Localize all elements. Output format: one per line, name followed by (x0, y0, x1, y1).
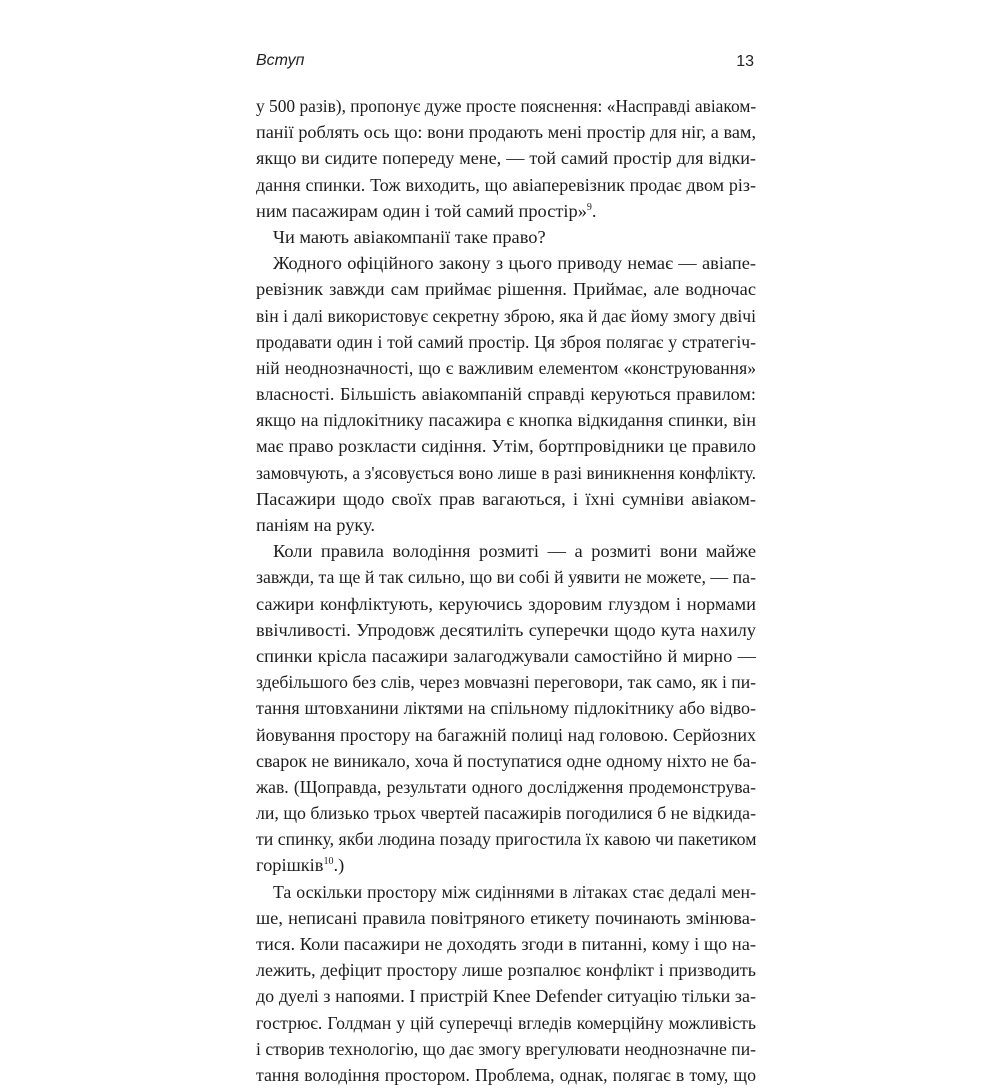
text-line (256, 512, 756, 538)
text-line (256, 486, 756, 512)
line-text: сажири конфліктують, керуючись здоровим глуздом і нормами (256, 593, 756, 614)
text-line (256, 407, 756, 433)
text-line (256, 852, 756, 878)
text-line (256, 1062, 756, 1088)
line-text: сварок не виникало, хоча й поступатися одне одному ніхто не ба- (256, 750, 757, 771)
text-line (256, 119, 756, 145)
text-line (256, 774, 756, 800)
line-text: замовчують, а з'ясовується воно лише в разі виникнення конфлікту. (256, 462, 756, 483)
text-line (256, 905, 756, 931)
line-text: у 500 разів), пропонує дуже просте пояснення: «Насправді авіаком- (256, 96, 757, 116)
text-line (256, 355, 756, 381)
line-text: тання володіння простором. Проблема, однак, полягає в тому, що (256, 1064, 756, 1085)
line-text: він і далі використовує секретну зброю, яка й дає йому змогу двічі (256, 305, 756, 326)
text-line (256, 1010, 756, 1036)
line-text: завжди, та ще й так сильно, що ви собі й уявити не можете, — па- (256, 567, 756, 588)
text-line (256, 303, 756, 329)
line-text: лежить, дефіцит простору лише розпалює конфлікт і призводить (256, 960, 756, 981)
text-line (256, 329, 756, 355)
text-line (256, 276, 756, 302)
text-line (256, 695, 756, 721)
line-text: ти спинку, якби людина позаду пригостила їх кавою чи пакетиком (256, 829, 757, 850)
line-text: жав. (Щоправда, результати одного дослідження продемонструва- (256, 776, 756, 797)
running-head: Вступ (256, 52, 305, 69)
line-text: ній неоднозначності, що є важливим елементом «конструювання» (256, 357, 756, 378)
line-text: якщо ви сидите попереду мене, — той самий простір для відки- (256, 148, 756, 169)
text-line (256, 198, 756, 224)
text-line (256, 748, 756, 774)
line-text: має право розкласти сидіння. Утім, бортпровідники це правило (256, 436, 756, 457)
text-line (256, 538, 756, 564)
line-text: тання штовханини ліктями на спільному підлокітнику або відво- (256, 698, 756, 719)
text-line (256, 957, 756, 983)
line-text: Коли правила володіння розмиті — а розмиті вони майже (273, 541, 756, 562)
line-text: панії роблять ось що: вони продають мені простір для ніг, а вам, (256, 122, 756, 143)
line-text: ли, що близько трьох чвертей пасажирів погодилися б не відкида- (256, 803, 756, 824)
line-text: здебільшого без слів, через мовчазні переговори, так само, як і пи- (256, 672, 756, 693)
line-text: спинки крісла пасажири залагоджували самостійно й мирно — (256, 645, 756, 666)
line-text: ним пасажирам один і той самий простір» (256, 200, 587, 221)
line-text: гострює. Голдман у цій суперечці вгледів комерційну можливість (256, 1012, 756, 1033)
line-text: Та оскільки простору між сидіннями в літаках стає дедалі мен- (273, 881, 756, 902)
page-number: 13 (736, 53, 754, 70)
line-tail: . (591, 200, 597, 221)
text-line (256, 250, 756, 276)
line-text: Чи мають авіакомпанії таке право? (273, 226, 546, 247)
text-line (256, 617, 756, 643)
text-line (256, 433, 756, 459)
line-text: тися. Коли пасажири не доходять згоди в питанні, кому і що на- (256, 934, 756, 954)
line-text: паніям на руку. (256, 515, 376, 535)
text-line (256, 826, 756, 852)
line-text: власності. Більшість авіакомпаній справді керуються правилом: (256, 384, 756, 405)
line-text: Пасажири щодо своїх прав вагаються, і їхні сумніви авіаком- (256, 488, 756, 509)
line-text: якщо на підлокітнику пасажира є кнопка відкидання спинки, він (256, 410, 756, 431)
text-line (256, 643, 756, 669)
text-line (256, 145, 756, 171)
line-text: ревізник завжди сам приймає рішення. Приймає, але водночас (256, 279, 756, 300)
line-text: дання спинки. Тож виходить, що авіаперевізник продає двом різ- (256, 174, 756, 195)
text-line (256, 564, 756, 590)
line-text: горішків (256, 855, 324, 876)
line-text: і створив технологію, що дає змогу врегулювати неоднозначне пи- (256, 1038, 756, 1059)
text-line (256, 93, 756, 119)
text-line (256, 983, 756, 1009)
text-line (256, 381, 756, 407)
text-line (256, 460, 756, 486)
line-text: Жодного офіційного закону з цього приводу немає — авіапе- (273, 253, 756, 274)
text-line (256, 722, 756, 748)
line-text: продавати один і той самий простір. Ця зброя полягає у стратегіч- (256, 331, 756, 352)
line-text: ввічливості. Упродовж десятиліть суперечки щодо кута нахилу (256, 619, 756, 640)
footnote-ref[interactable]: 9 (586, 201, 592, 213)
line-text: до дуелі з напоями. І пристрій Knee Defender ситуацію тільки за- (256, 986, 756, 1007)
body-text (256, 93, 756, 1088)
text-line (256, 172, 756, 198)
text-line (256, 669, 756, 695)
line-text: йовування простору на багажній полиці над головою. Серйозних (256, 724, 756, 745)
text-line (256, 591, 756, 617)
text-line (256, 800, 756, 826)
text-line (256, 1036, 756, 1062)
line-tail: .) (333, 855, 345, 876)
footnote-ref[interactable]: 10 (323, 856, 334, 868)
text-line (256, 931, 756, 957)
text-line (256, 879, 756, 905)
text-line (256, 224, 756, 250)
line-text: ше, неписані правила повітряного етикету починають змінюва- (256, 907, 756, 928)
